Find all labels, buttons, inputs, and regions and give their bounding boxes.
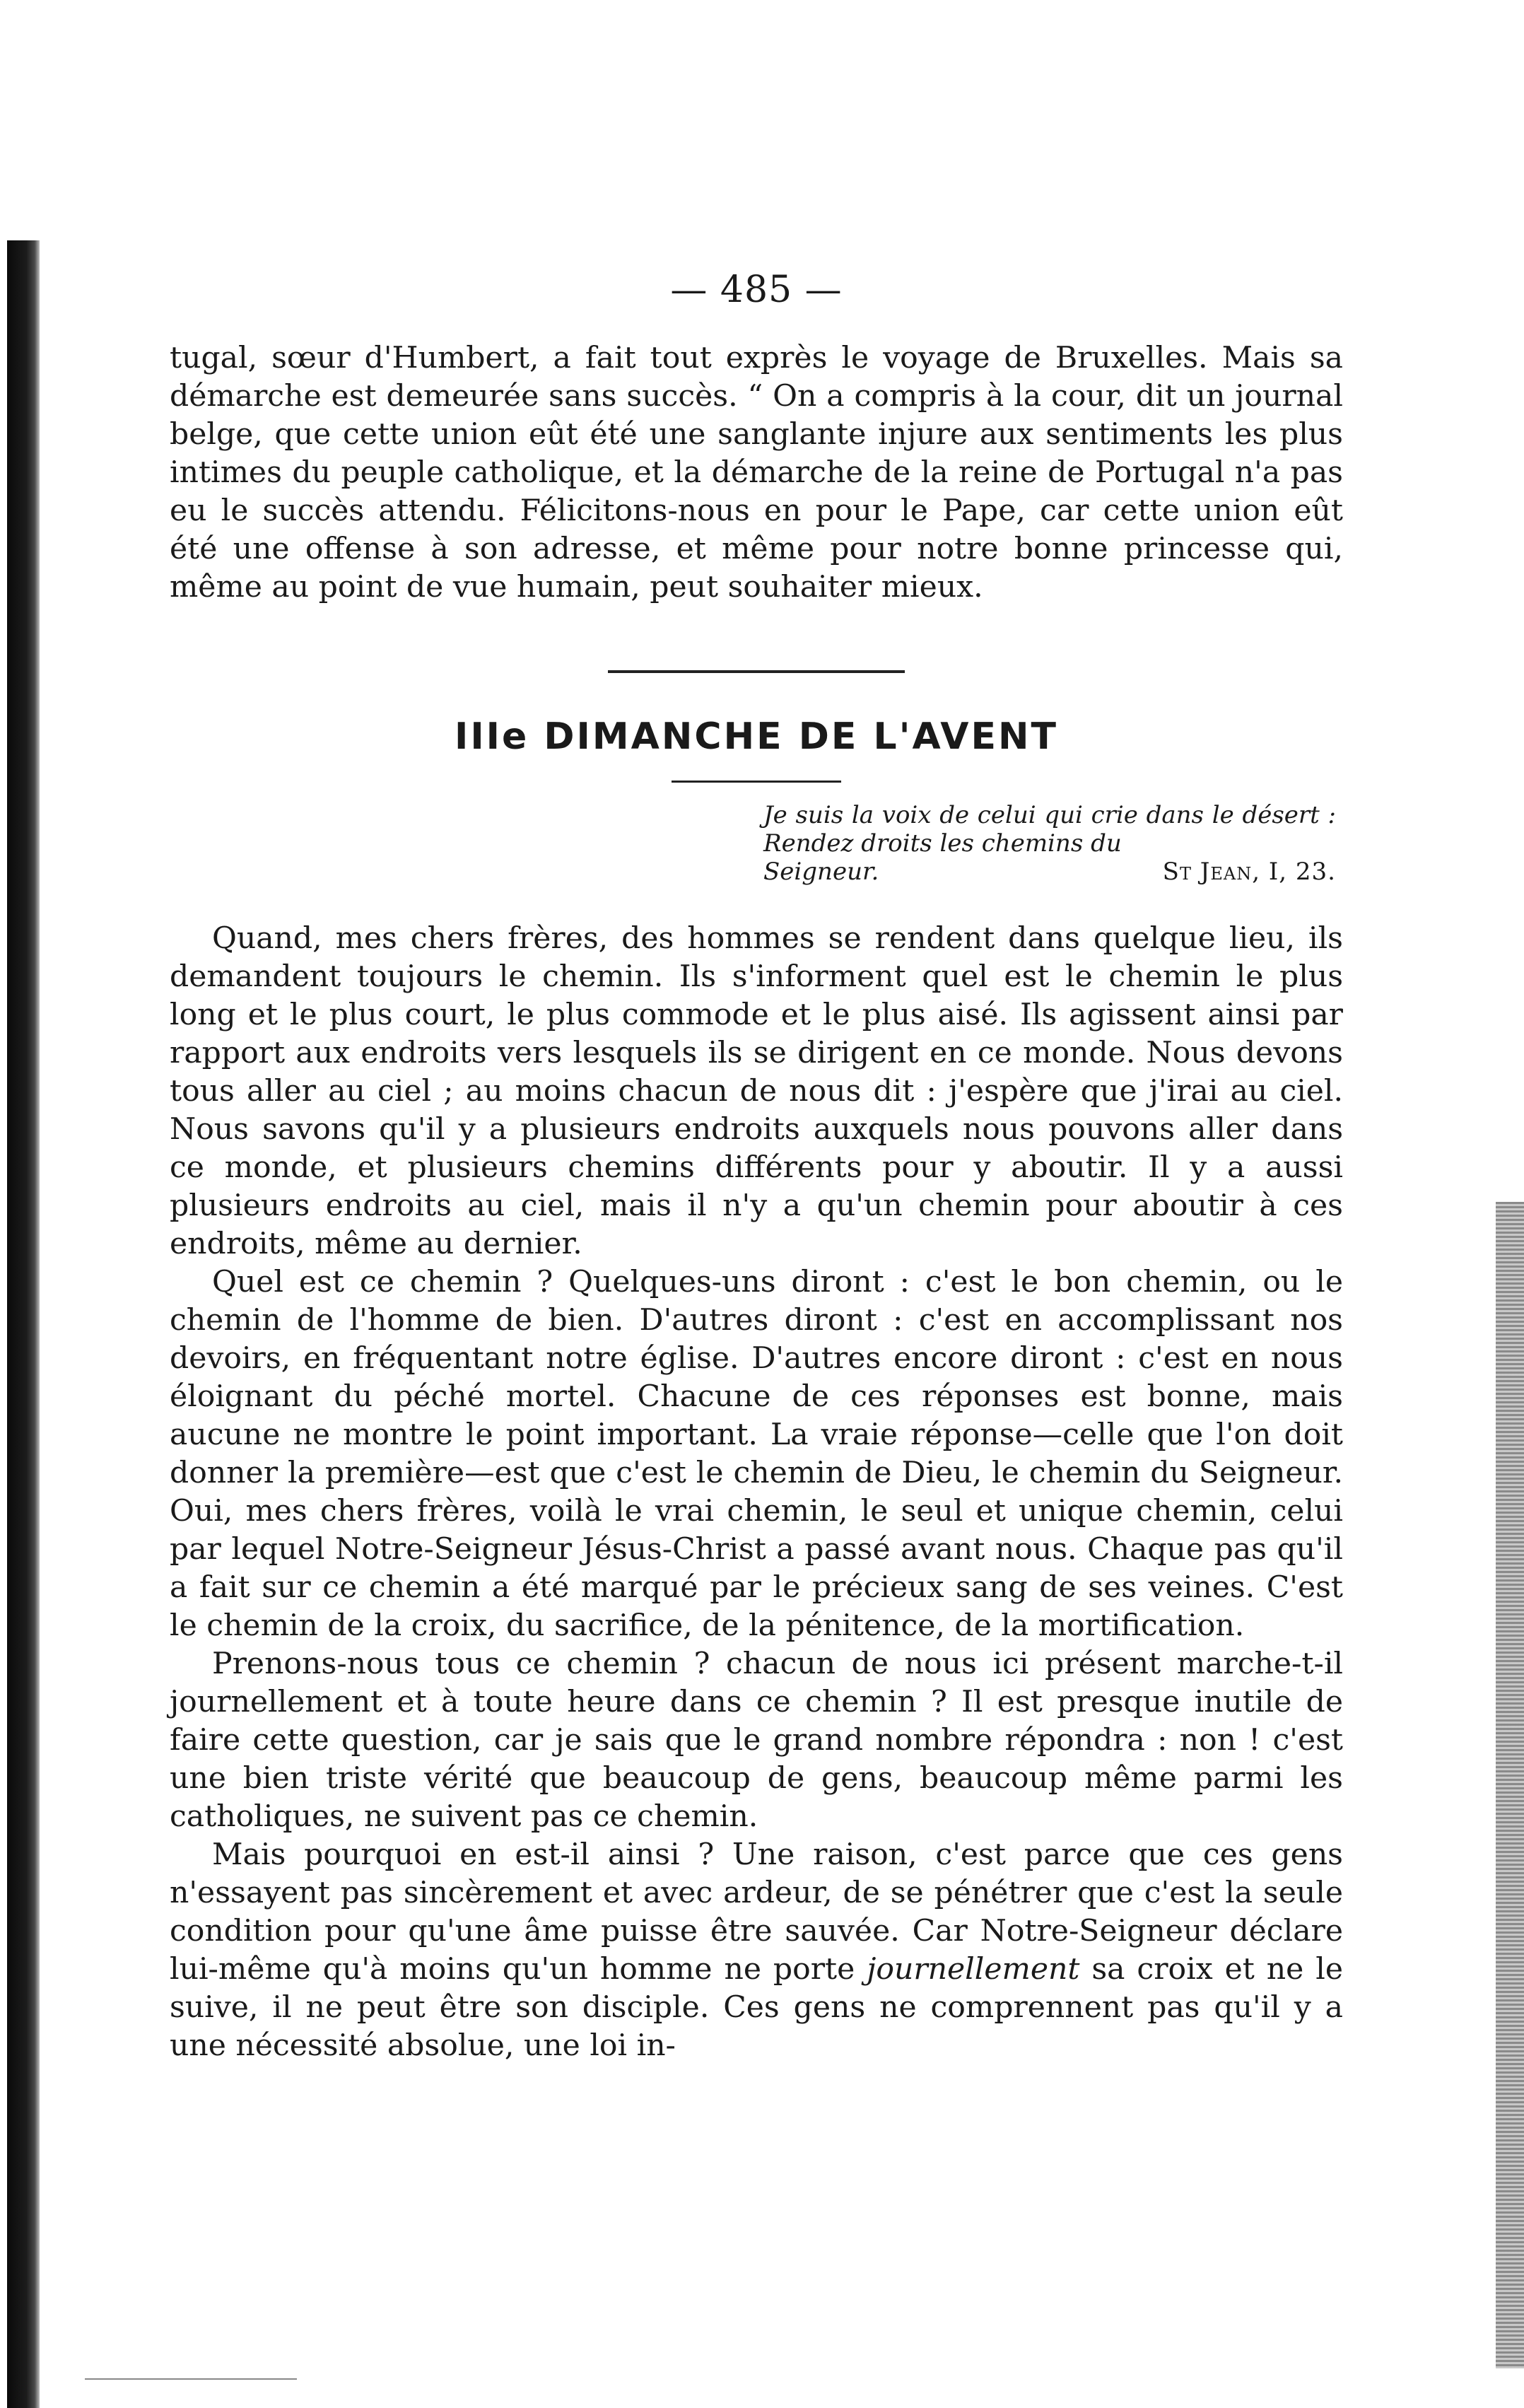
section-title: IIIe DIMANCHE DE L'AVENT — [454, 715, 1059, 758]
body-paragraph-1: Quand, mes chers frères, des hommes se rendent dans quelque lieu, ils demandent toujours le chemin. Ils s'informent quel est le chemin le plus long et le plus court, le plus commode et le plus aisé. Ils agissent ainsi par rapport aux endroits vers lesquels ils se dirigent en ce monde. Nous devons tous aller au ciel ; au moins chacun de nous dit : j'espère que j'irai au ciel. Nous savons qu'il y a plusieurs endroits auxquels nous pouvons aller dans ce monde, et plusieurs chemins différents pour y aboutir. Il y a aussi plusieurs endroits au ciel, mais il n'y a qu'un chemin pour aboutir à ces endroits, même au dernier. — [170, 921, 1343, 1261]
book-page — [170, 269, 1343, 2065]
scan-binding-shadow — [7, 240, 40, 2408]
section-divider — [608, 670, 905, 673]
body-paragraph-2: Quel est ce chemin ? Quelques-uns diront : c'est le bon chemin, ou le chemin de l'homme de bien. D'autres diront : c'est en accomplissant nos devoirs, en fréquentant notre église. D'autres encore diront : c'est en nous éloignant du péché mortel. Chacune de ces réponses est bonne, mais aucune ne montre le point important. La vraie réponse—celle que l'on doit donner la première—est que c'est le chemin de Dieu, le chemin du Seigneur. Oui, mes chers frères, voilà le vrai chemin, le seul et unique chemin, celui par lequel Notre-Seigneur Jésus-Christ a passé avant nous. Chaque pas qu'il a fait sur ce chemin a été marqué par le précieux sang de ses veines. C'est le chemin de la croix, du sacrifice, de la pénitence, de la mortification. — [170, 1265, 1343, 1643]
title-underline — [672, 781, 841, 783]
epigraph-last: Seigneur. — [763, 858, 879, 886]
page-number: — 485 — — [670, 269, 843, 311]
body-paragraph-4 — [170, 1836, 1343, 2065]
epigraph-text: Je suis la voix de celui qui crie dans le désert : Rendez droits les chemins du — [763, 801, 1336, 858]
epigraph-reference: St Jean, I, 23. — [1162, 858, 1336, 886]
paragraph-4-start: Mais pourquoi en est-il ainsi ? Une raison, c'est parce que ces gens n'essayent pas sincèrement et avec ardeur, de se pénétrer que c'est la seule condition pour qu'une âme puisse être sauvée. Car Notre-Seigneur déclare lui-même qu'à moins qu'un homme ne porte — [170, 1837, 1343, 1987]
paragraph-4-italic: journellement — [867, 1952, 1080, 1987]
epigraph-last-line — [763, 858, 1336, 886]
scan-page-edge — [1496, 1202, 1524, 2368]
epigraph — [763, 801, 1336, 886]
scan-margin-mark — [85, 2378, 297, 2380]
body-paragraph-3: Prenons-nous tous ce chemin ? chacun de nous ici présent marche-t-il journellement et à toute heure dans ce chemin ? Il est presque inutile de faire cette question, car je sais que le grand nombre répondra : non ! c'est une bien triste vérité que beaucoup de gens, beaucoup même parmi les catholiques, ne suivent pas ce chemin. — [170, 1647, 1343, 1834]
opening-paragraph: tugal, sœur d'Humbert, a fait tout exprès le voyage de Bruxelles. Mais sa démarche est demeurée sans succès. “ On a compris à la cour, dit un journal belge, que cette union eût été une sanglante injure aux sentiments les plus intimes du peuple catholique, et la démarche de la reine de Portugal n'a pas eu le succès attendu. Félicitons-nous en pour le Pape, car cette union eût été une offense à son adresse, et même pour notre bonne princesse qui, même au point de vue humain, peut souhaiter mieux. — [170, 341, 1343, 604]
paragraph-4-end: sa croix et ne le suive, il ne peut être son disciple. Ces gens ne comprennent pas qu'il y a une nécessité absolue, une loi in- — [170, 1952, 1343, 2063]
